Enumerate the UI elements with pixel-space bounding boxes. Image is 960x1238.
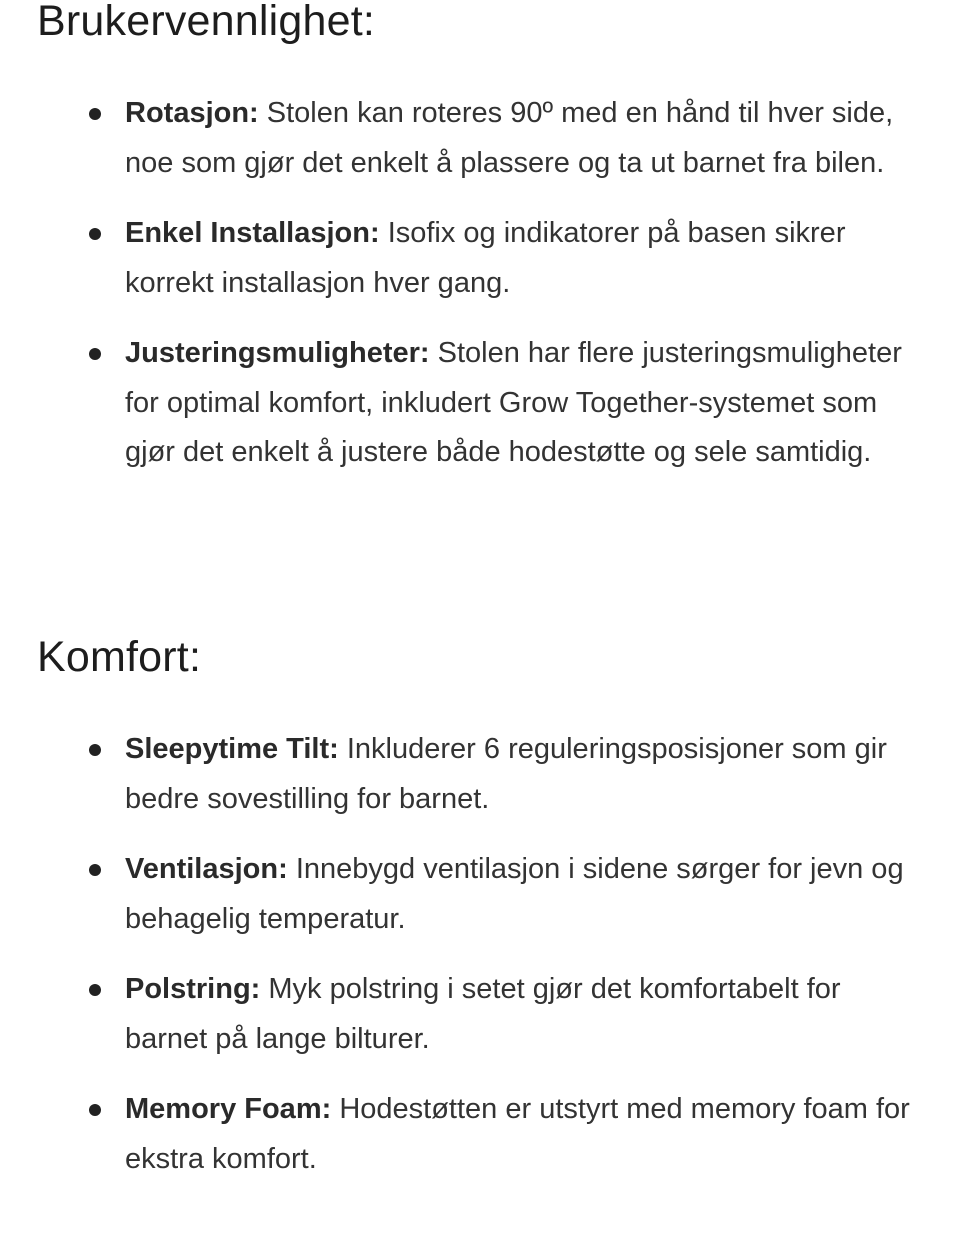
item-term: Justeringsmuligheter: [125, 337, 438, 369]
bullet-icon [89, 1104, 101, 1116]
item-description: Isofix og indikatorer på basen sikrer korrekt installasjon hver gang. [125, 217, 846, 299]
item-description: Innebygd ventilasjon i sidene sørger for jevn og behagelig temperatur. [125, 853, 904, 935]
bullet-icon [89, 864, 101, 876]
item-description: Myk polstring i setet gjør det komfortabelt for barnet på lange bilturer. [125, 973, 841, 1055]
item-description: Stolen har flere justeringsmuligheter for optimal komfort, inkludert Grow Together-systemet som gjør det enkelt å justere både hodestøtte og sele samtidig. [125, 337, 902, 468]
item-description: Hodestøtten er utstyrt med memory foam for ekstra komfort. [125, 1093, 910, 1175]
item-description: Inkluderer 6 reguleringsposisjoner som gir bedre sovestilling for barnet. [125, 733, 887, 815]
item-term: Polstring: [125, 973, 269, 1005]
item-term: Sleepytime Tilt: [125, 733, 347, 765]
item-term: Rotasjon: [125, 97, 267, 129]
list-item-polstring [0, 965, 960, 1064]
bullet-icon [89, 228, 101, 240]
section-heading-komfort: Komfort: [37, 633, 202, 681]
list-item-ventilasjon [0, 845, 960, 944]
item-description: Stolen kan roteres 90º med en hånd til hver side, noe som gjør det enkelt å plassere og ta ut barnet fra bilen. [125, 97, 894, 179]
list-item-rotasjon [0, 89, 960, 188]
bullet-icon [89, 984, 101, 996]
bullet-list-komfort [0, 725, 960, 1184]
item-term: Enkel Installasjon: [125, 217, 388, 249]
list-item-memory-foam [0, 1085, 960, 1184]
bullet-icon [89, 348, 101, 360]
bullet-icon [89, 108, 101, 120]
section-heading-brukervennlighet: Brukervennlighet: [37, 0, 376, 45]
list-item-justeringsmuligheter [0, 329, 960, 478]
bullet-icon [89, 744, 101, 756]
list-item-sleepytime-tilt [0, 725, 960, 824]
bullet-list-brukervennlighet [0, 89, 960, 478]
item-term: Ventilasjon: [125, 853, 296, 885]
item-term: Memory Foam: [125, 1093, 340, 1125]
list-item-enkel-installasjon [0, 209, 960, 308]
